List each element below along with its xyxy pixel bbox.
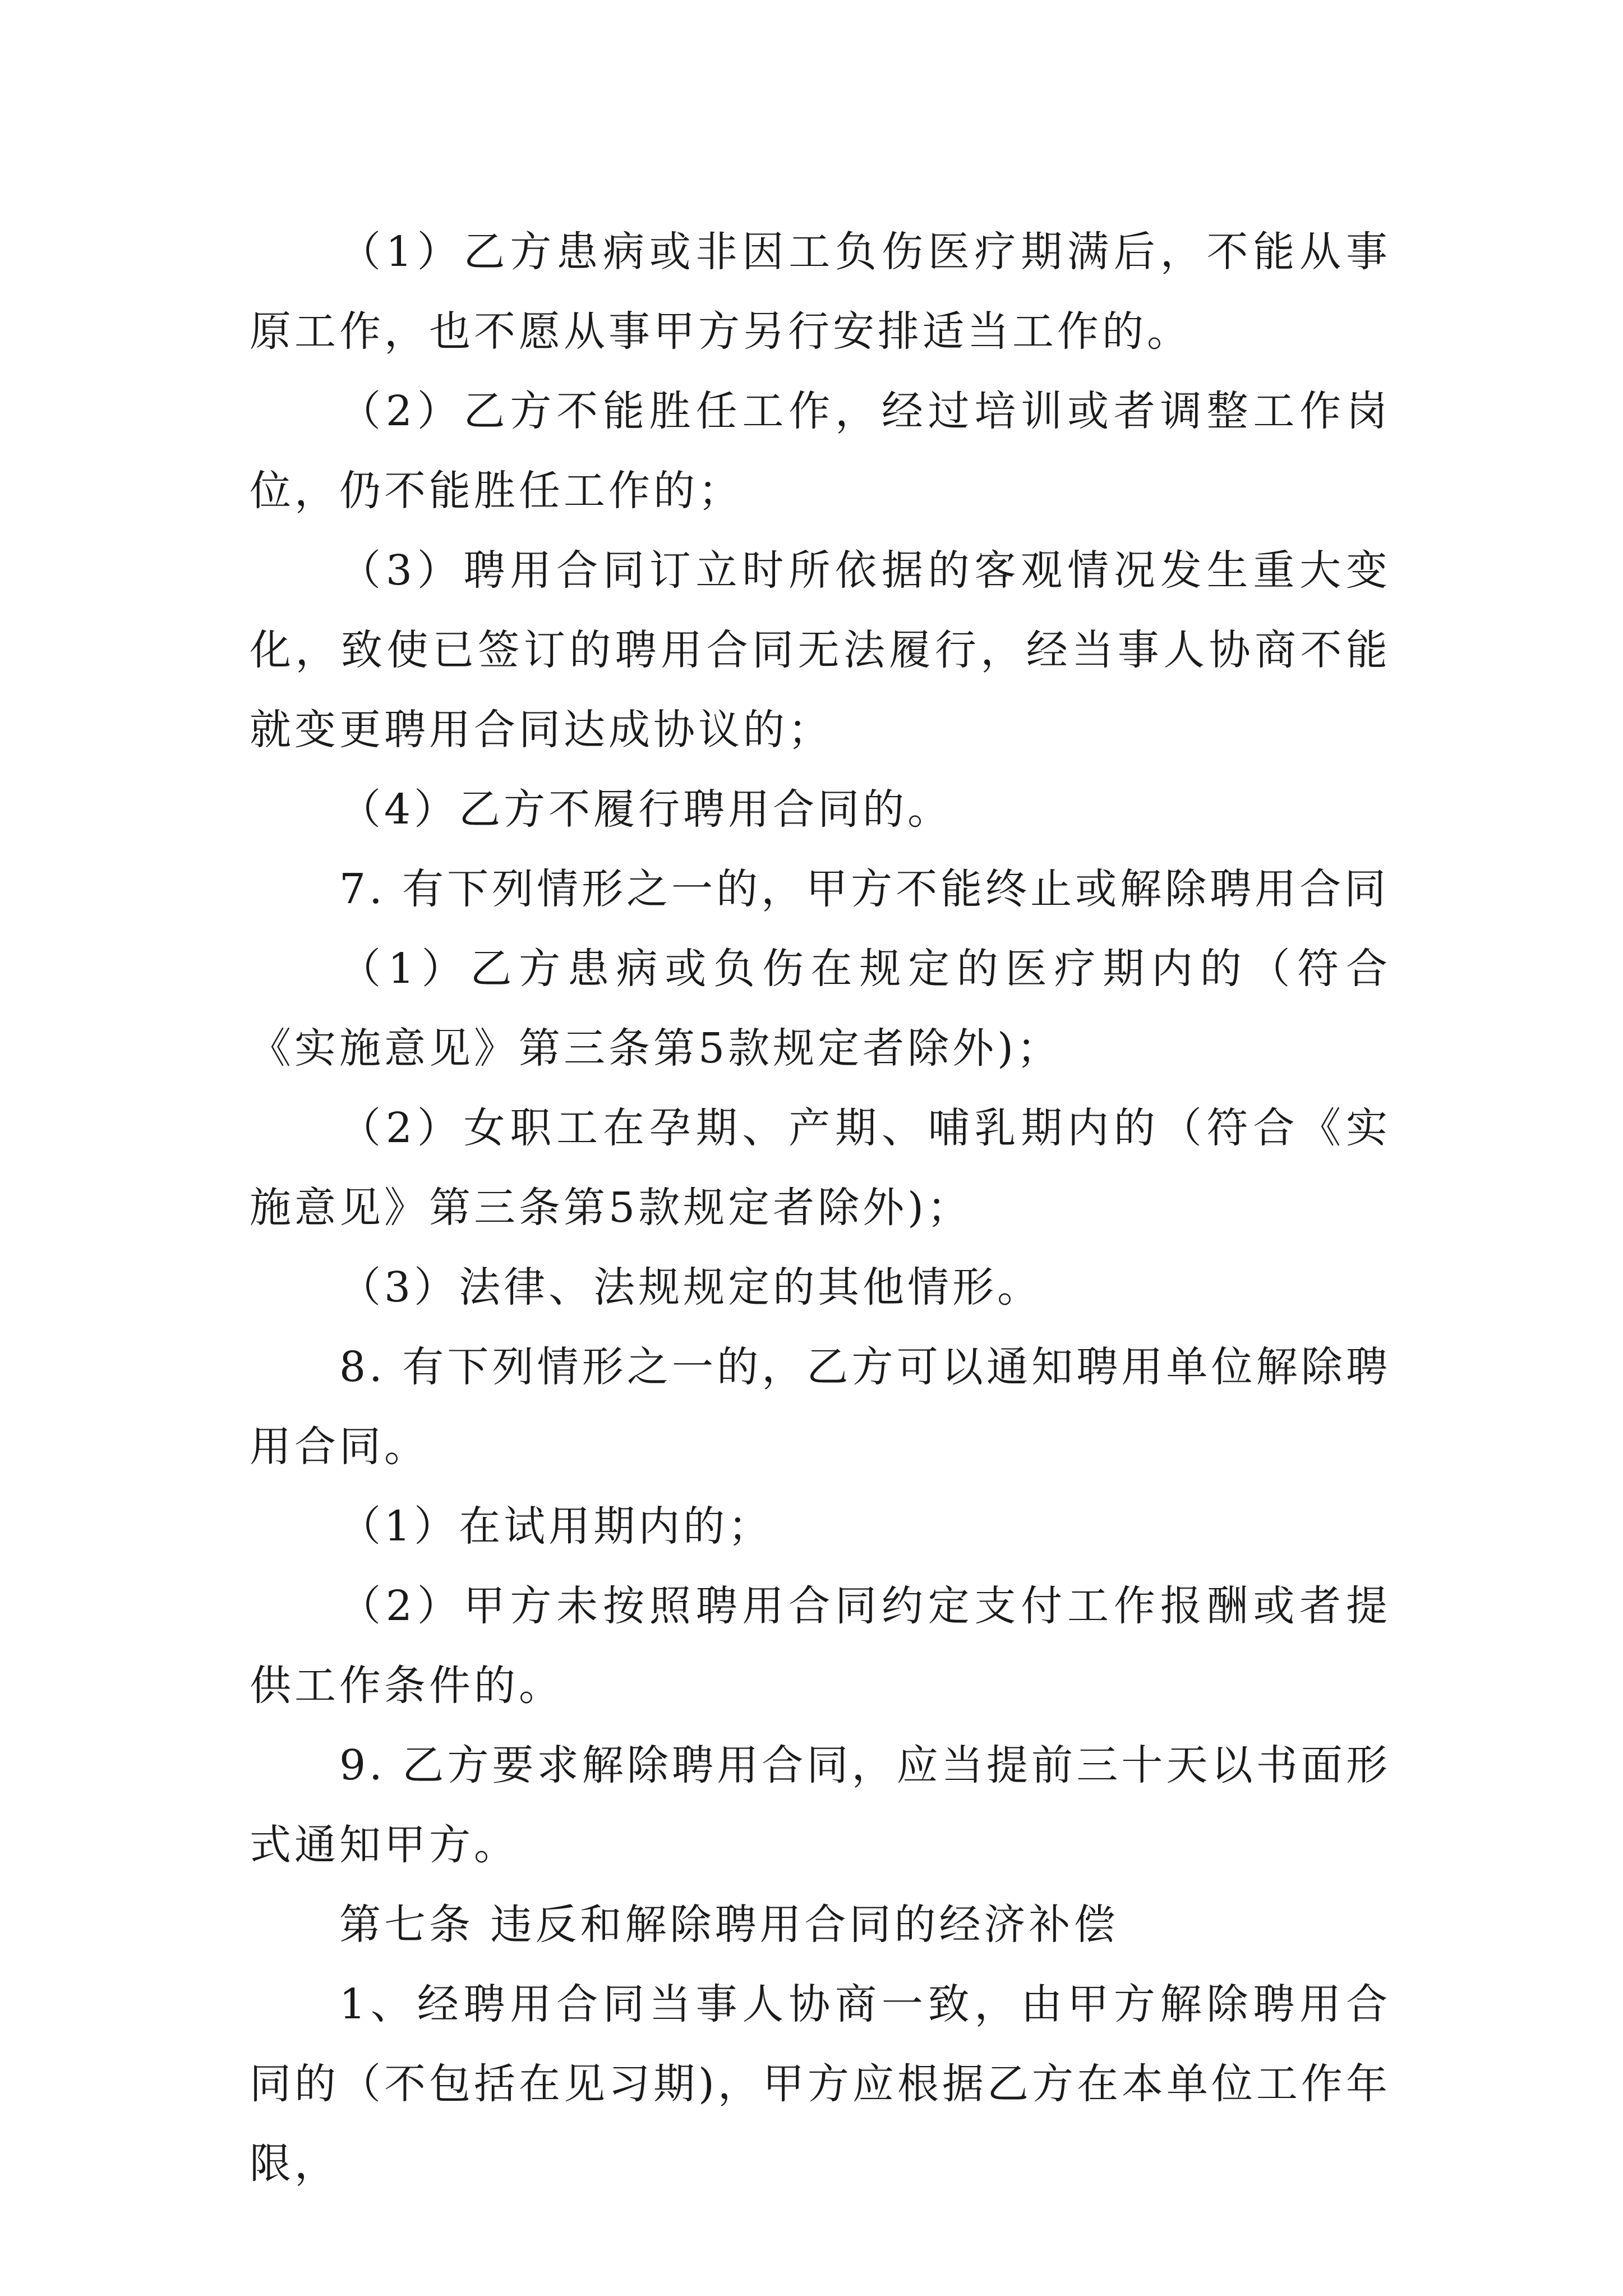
paragraph-item-7: 7. 有下列情形之一的，甲方不能终止或解除聘用合同	[339, 865, 1390, 913]
document-body	[250, 212, 1391, 2203]
article-7-heading: 第七条 违反和解除聘用合同的经济补偿	[339, 1901, 1119, 1949]
paragraph-article-7-1: 1、经聘用合同当事人协商一致，由甲方解除聘用合同的（不包括在见习期)，甲方应根据乙方在本单位工作年限，	[250, 1980, 1391, 2188]
paragraph-item-7-1: （1）乙方患病或负伤在规定的医疗期内的（符合《实施意见》第三条第5款规定者除外)；	[250, 945, 1391, 1073]
paragraph-clause-3: （3）聘用合同订立时所依据的客观情况发生重大变化，致使已签订的聘用合同无法履行，经当事人协商不能就变更聘用合同达成协议的；	[250, 546, 1391, 754]
paragraph-clause-4: （4）乙方不履行聘用合同的。	[339, 785, 953, 834]
paragraph-clause-1: （1）乙方患病或非因工负伤医疗期满后，不能从事原工作，也不愿从事甲方另行安排适当工作的。	[250, 228, 1391, 356]
paragraph-item-8-2: （2）甲方未按照聘用合同约定支付工作报酬或者提供工作条件的。	[250, 1582, 1391, 1710]
paragraph-clause-2: （2）乙方不能胜任工作，经过培训或者调整工作岗位，仍不能胜任工作的；	[250, 387, 1391, 515]
paragraph-item-7-2: （2）女职工在孕期、产期、哺乳期内的（符合《实施意见》第三条第5款规定者除外)；	[250, 1104, 1391, 1232]
paragraph-item-9: 9. 乙方要求解除聘用合同，应当提前三十天以书面形式通知甲方。	[250, 1741, 1391, 1869]
paragraph-item-7-3: （3）法律、法规规定的其他情形。	[339, 1263, 1043, 1312]
paragraph-item-8: 8. 有下列情形之一的，乙方可以通知聘用单位解除聘用合同。	[250, 1343, 1391, 1471]
paragraph-item-8-1: （1）在试用期内的；	[339, 1502, 773, 1550]
